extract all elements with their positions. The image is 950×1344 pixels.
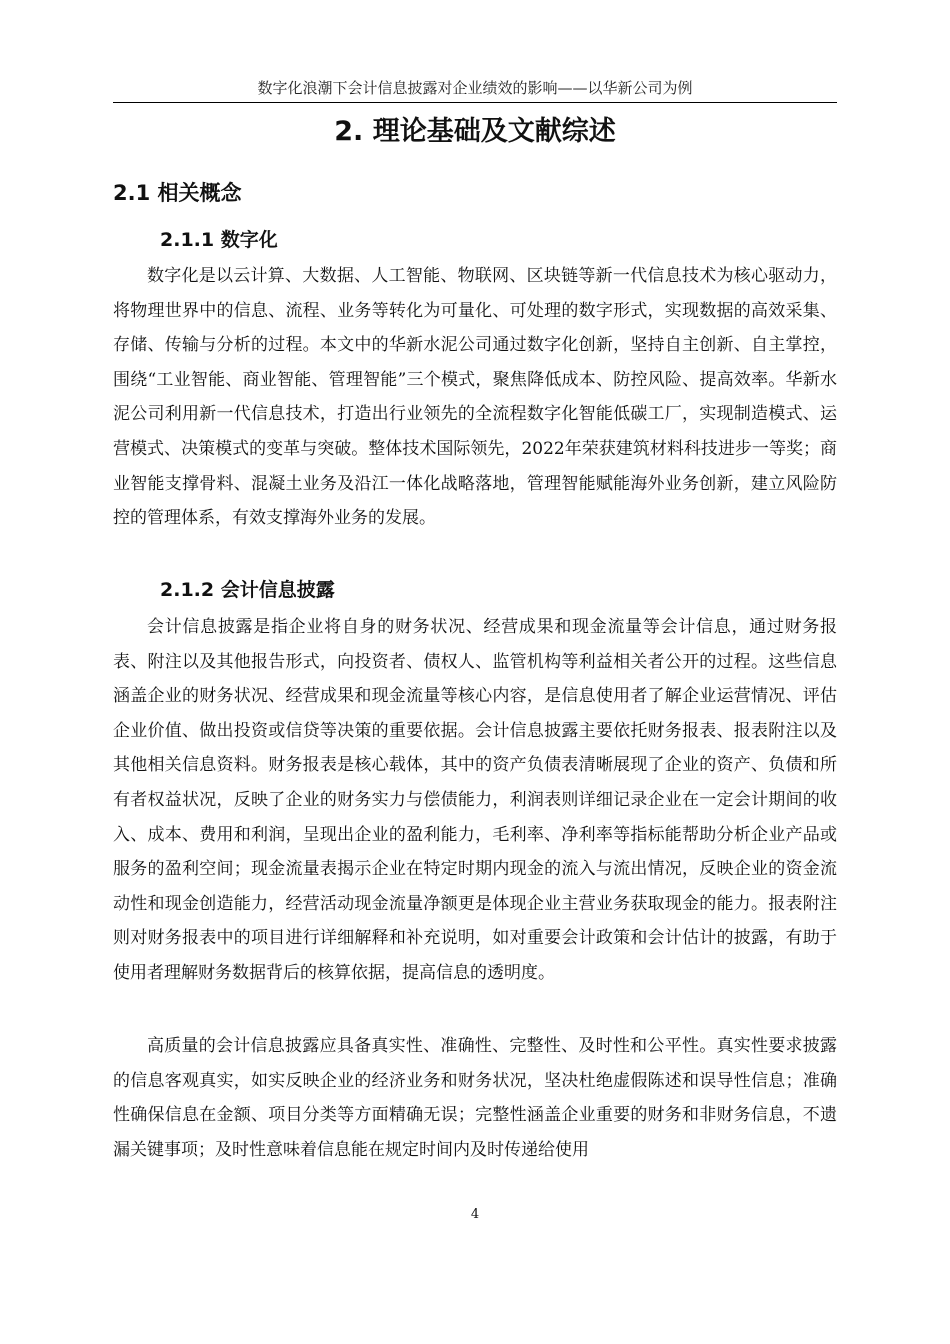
section-heading-2-1: 2.1 相关概念 — [113, 181, 242, 205]
paragraph-digitalization: 数字化是以云计算、大数据、人工智能、物联网、区块链等新一代信息技术为核心驱动力，将物理世界中的信息、流程、业务等转化为可量化、可处理的数字形式，实现数据的高效采集、存储、传输与分析的过程。本文中的华新水泥公司通过数字化创新，坚持自主创新、自主掌控，围绕“工业智能、商业智能、管理智能”三个模式，聚焦降低成本、防控风险、提高效率。华新水泥公司利用新一代信息技术，打造出行业领先的全流程数字化智能低碳工厂，实现制造模式、运营模式、决策模式的变革与突破。整体技术国际领先，2022年荣获建筑材料科技进步一等奖；商业智能支撑骨料、混凝土业务及沿江一体化战略落地，管理智能赋能海外业务创新，建立风险防控的管理体系，有效支撑海外业务的发展。 — [113, 266, 837, 529]
running-header: 数字化浪潮下会计信息披露对企业绩效的影响——以华新公司为例 — [257, 79, 693, 97]
paragraph-disclosure-definition: 会计信息披露是指企业将自身的财务状况、经营成果和现金流量等会计信息，通过财务报表、附注以及其他报告形式，向投资者、债权人、监管机构等利益相关者公开的过程。这些信息涵盖企业的财务状况、经营成果和现金流量等核心内容，是信息使用者了解企业运营情况、评估企业价值、做出投资或信贷等决策的重要依据。会计信息披露主要依托财务报表、报表附注以及其他相关信息资料。财务报表是核心载体，其中的资产负债表清晰展现了企业的资产、负债和所有者权益状况，反映了企业的财务实力与偿债能力，利润表则详细记录企业在一定会计期间的收入、成本、费用和利润，呈现出企业的盈利能力，毛利率、净利率等指标能帮助分析企业产品或服务的盈利空间；现金流量表揭示企业在特定时期内现金的流入与流出情况，反映企业的资金流动性和现金创造能力，经营活动现金流量净额更是体现企业主营业务获取现金的能力。报表附注则对财务报表中的项目进行详细解释和补充说明，如对重要会计政策和会计估计的披露，有助于使用者理解财务数据背后的核算依据，提高信息的透明度。 — [113, 617, 837, 983]
subsection-heading-2-1-2: 2.1.2 会计信息披露 — [160, 579, 335, 601]
paragraph-disclosure-quality: 高质量的会计信息披露应具备真实性、准确性、完整性、及时性和公平性。真实性要求披露的信息客观真实，如实反映企业的经济业务和财务状况，坚决杜绝虚假陈述和误导性信息；准确性确保信息在金额、项目分类等方面精确无误；完整性涵盖企业重要的财务和非财务信息，不遗漏关键事项；及时性意味着信息能在规定时间内及时传递给使用 — [113, 1036, 837, 1160]
subsection-heading-2-1-1: 2.1.1 数字化 — [160, 229, 278, 251]
header-divider — [113, 102, 837, 103]
chapter-title: 2. 理论基础及文献综述 — [334, 116, 616, 147]
page-number: 4 — [470, 1207, 480, 1222]
